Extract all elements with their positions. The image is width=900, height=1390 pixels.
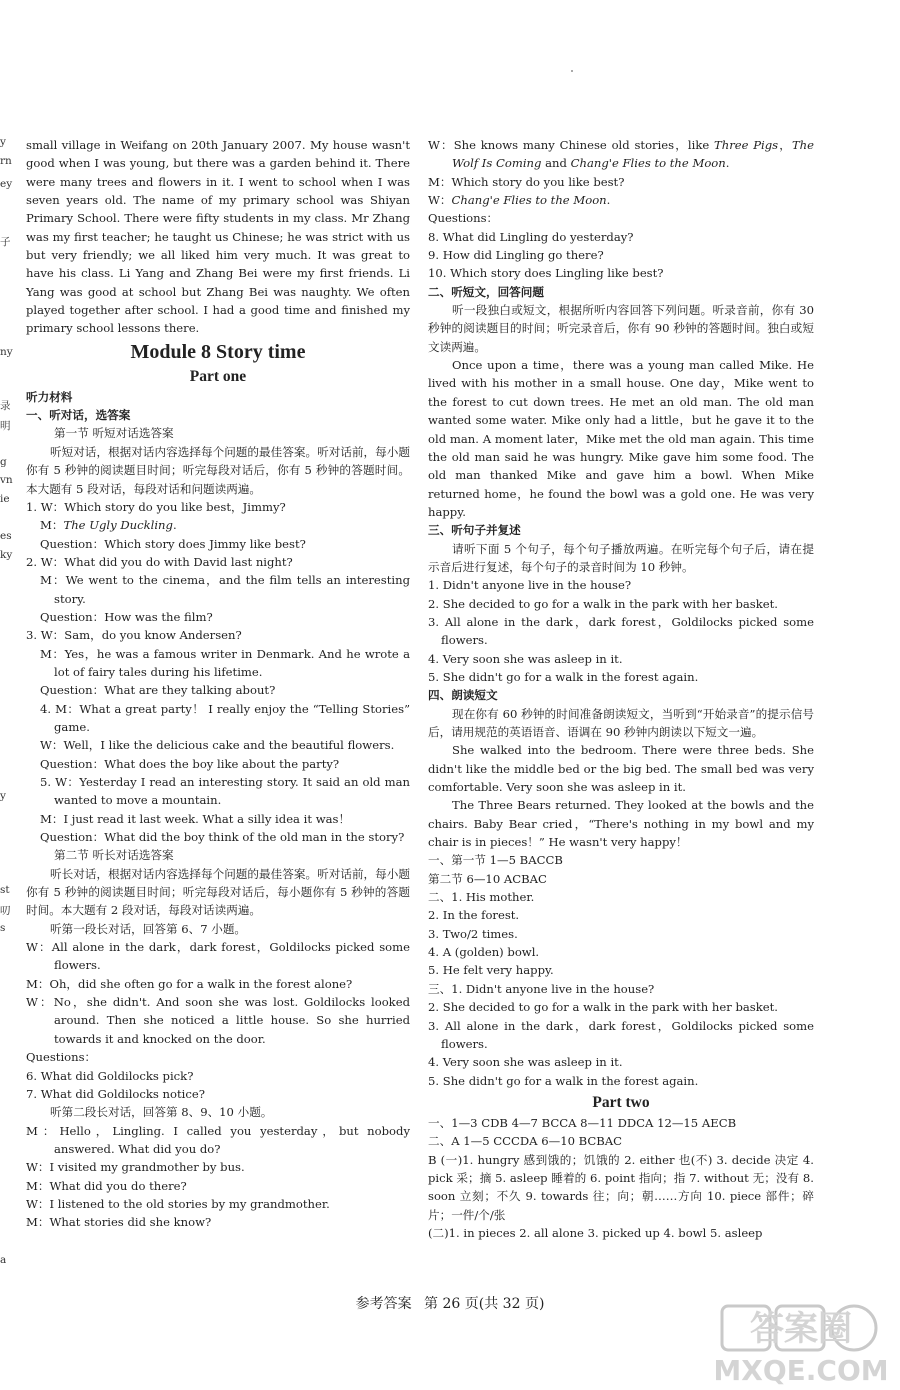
questions-label: Questions： xyxy=(428,211,499,226)
long-dialogue-2-intro: 听第二段长对话，回答第 8、9、10 小题。 xyxy=(50,1105,273,1120)
question-item: 9. How did Lingling go there? xyxy=(428,248,604,263)
edge-fragment: es xyxy=(0,530,12,542)
edge-fragment: g xyxy=(0,456,7,468)
section-3-instructions: 请听下面 5 个句子，每个句子播放两遍。在听完每个句子后，请在提示音后进行复述，每个句子的录音时间为 10 秒钟。 xyxy=(428,541,814,574)
dialogue-line: M：The Ugly Duckling. xyxy=(40,518,177,533)
answer-line: 三、1. Didn't anyone live in the house? xyxy=(428,981,655,996)
dialogue-line: W：Well，I like the delicious cake and the beautiful flowers. xyxy=(40,738,395,753)
edge-fragment: 子 xyxy=(0,236,11,248)
dialogue-line: W：She knows many Chinese old stories，like Three Pigs，The Wolf Is Coming and Chang'e Flies to the Moon. xyxy=(428,138,814,171)
sentence-item: 2. She decided to go for a walk in the park with her basket. xyxy=(428,596,778,611)
answer-line: 5. He felt very happy. xyxy=(428,963,554,978)
left-margin-fragments xyxy=(0,0,22,1390)
answer-line: 3. All alone in the dark，dark forest，Goldilocks picked some flowers. xyxy=(428,1018,814,1051)
question-item: 7. What did Goldilocks notice? xyxy=(26,1086,205,1101)
reading-passage: The Three Bears returned. They looked at the bowls and the chairs. Baby Bear cried，“There's nothing in my bowl and my chair is in pieces！” He wasn't very happy！ xyxy=(428,798,814,850)
section-4-heading: 四、朗读短文 xyxy=(428,688,498,703)
dialogue-line: M：What stories did she know? xyxy=(26,1215,212,1230)
answer-line: (二)1. in pieces 2. all alone 3. picked up 4. bowl 5. asleep xyxy=(428,1225,763,1240)
edge-fragment: a xyxy=(0,1254,7,1266)
subsection-2-instructions: 听长对话，根据对话内容选择每个问题的最佳答案。听对话前，每小题你有 5 秒钟的阅读题目时间；听完每段对话后，每小题你有 5 秒钟的答题时间。本大题有 2 段对话，每段对话读两遍。 xyxy=(26,866,410,918)
scan-speck xyxy=(571,70,573,72)
right-column xyxy=(428,136,814,1242)
edge-fragment: rn xyxy=(0,155,12,167)
long-dialogue-1-intro: 听第一段长对话，回答第 6、7 小题。 xyxy=(50,921,247,936)
footer-label: 参考答案 xyxy=(355,1296,412,1312)
section-3-heading: 三、听句子并复述 xyxy=(428,523,521,538)
dialogue-line: W：I listened to the old stories by my grandmother. xyxy=(26,1196,330,1211)
dialogue-line: 3. W：Sam，do you know Andersen? xyxy=(26,628,242,643)
dialogue-line: W：I visited my grandmother by bus. xyxy=(26,1160,245,1175)
edge-fragment: s xyxy=(0,922,6,934)
edge-fragment: 录 xyxy=(0,400,11,412)
question-item: 8. What did Lingling do yesterday? xyxy=(428,229,634,244)
answer-line: 2. In the forest. xyxy=(428,908,520,923)
dialogue-line: 5. W：Yesterday I read an interesting story. It said an old man wanted to move a mountain. xyxy=(40,775,410,808)
edge-fragment: y xyxy=(0,790,6,802)
watermark-cn: 答案圈 xyxy=(750,1309,852,1349)
dialogue-line: M：Oh，did she often go for a walk in the forest alone? xyxy=(26,976,353,991)
dialogue-line: W：All alone in the dark，dark forest，Goldilocks picked some flowers. xyxy=(26,940,410,973)
edge-fragment: y xyxy=(0,136,6,148)
answer-line: 2. She decided to go for a walk in the park with her basket. xyxy=(428,1000,778,1015)
dialogue-question: Question：What does the boy like about the party? xyxy=(40,756,340,771)
section-1-heading: 一、听对话，选答案 xyxy=(26,408,131,423)
dialogue-line: 1. W：Which story do you like best，Jimmy? xyxy=(26,499,286,514)
edge-fragment: ie xyxy=(0,493,10,505)
sentence-item: 1. Didn't anyone live in the house? xyxy=(428,578,632,593)
dialogue-line: W：No，she didn't. And soon she was lost. Goldilocks looked around. Then she noticed a little house. So she hurried towards it and knocked on the door. xyxy=(26,995,410,1046)
dialogue-line: 4. M：What a great party！ I really enjoy the “Telling Stories” game. xyxy=(40,701,410,734)
watermark-url: MXQE.COM xyxy=(716,1354,886,1386)
dialogue-line: W：Chang'e Flies to the Moon. xyxy=(428,193,611,208)
answer-line: 4. Very soon she was asleep in it. xyxy=(428,1055,623,1070)
edge-fragment: ey xyxy=(0,178,13,190)
dialogue-question: Question：How was the film? xyxy=(40,609,213,624)
dialogue-line: M：Yes，he was a famous writer in Denmark. And he wrote a lot of fairy tales during his lifetime. xyxy=(40,646,410,679)
answer-line: 二、A 1—5 CCCDA 6—10 BCBAC xyxy=(428,1134,623,1149)
edge-fragment: vn xyxy=(0,474,13,486)
dialogue-line: M：We went to the cinema，and the film tells an interesting story. xyxy=(40,573,410,606)
edge-fragment: 叨 xyxy=(0,905,11,917)
footer-page-number: 第 26 页(共 32 页) xyxy=(424,1296,545,1312)
part-one-heading: Part one xyxy=(189,367,247,385)
answer-line: 5. She didn't go for a walk in the forest again. xyxy=(428,1073,699,1088)
sentence-item: 3. All alone in the dark，dark forest，Goldilocks picked some flowers. xyxy=(428,614,814,648)
left-column xyxy=(26,136,410,1232)
edge-fragment: ny xyxy=(0,346,13,358)
answer-line: 4. A (golden) bowl. xyxy=(428,945,540,960)
answer-line: 3. Two/2 times. xyxy=(428,926,518,941)
dialogue-line: 2. W：What did you do with David last night? xyxy=(26,554,293,569)
reading-passage: She walked into the bedroom. There were three beds. She didn't like the middle bed or the big bed. The small bed was very comfortable. Very soon she was asleep in it. xyxy=(428,743,814,795)
dialogue-line: M：Which story do you like best? xyxy=(428,174,625,189)
section-2-heading: 二、听短文，回答问题 xyxy=(428,284,544,299)
part-two-heading: Part two xyxy=(592,1093,650,1111)
module-title: Module 8 Story time xyxy=(130,340,306,363)
question-item: 10. Which story does Lingling like best? xyxy=(428,266,664,281)
listening-heading: 听力材料 xyxy=(26,389,73,404)
answer-line: 一、1—3 CDB 4—7 BCCA 8—11 DDCA 12—15 AECB xyxy=(428,1115,737,1130)
subsection-2-heading: 第二节 听长对话选答案 xyxy=(54,848,174,863)
edge-fragment: st xyxy=(0,884,10,896)
dialogue-line: M：Hello，Lingling. I called you yesterday，but nobody answered. What did you do? xyxy=(26,1123,410,1156)
question-item: 6. What did Goldilocks pick? xyxy=(26,1068,194,1083)
watermark-graphic xyxy=(716,1300,886,1386)
dialogue-line: M：What did you do there? xyxy=(26,1178,187,1193)
intro-paragraph: small village in Weifang on 20th January 2007. My house wasn't good when I was young, but there was a garden behind it. There were many trees and flowers in it. I went to school when I was seven years old. The name of my primary school was Shiyan Primary School. There were fifty students in my class. Mr Zhang was my first teacher; he taught us Chinese; he was strict with us but very friendly; we all liked him very much. It was great to have his class. Li Yang and Zhang Bei were my first friends. Li Yang was good at school but Zhang Bei was naughty. We often played together after school. I had a good time and finished my primary school lessons there. xyxy=(26,138,410,336)
story-passage: Once upon a time，there was a young man called Mike. He lived with his mother in a small house. One day，Mike went to the forest to cut down trees. He met an old man. The old man wanted some water. Mike only had a little，but he gave it to the old man. A moment later，Mike met the old man again. This time the old man said he was hungry. Mike gave him some food. The old man thanked Mike and gave him a bowl. When Mike returned home，he found the bowl was a gold one. He was very happy. xyxy=(428,358,814,519)
sentence-item: 5. She didn't go for a walk in the forest again. xyxy=(428,669,699,684)
section-2-instructions: 听一段独白或短文，根据所听内容回答下列问题。听录音前，你有 30 秒钟的阅读题目的时间；听完录音后，你有 90 秒钟的答题时间。独白或短文读两遍。 xyxy=(428,303,814,354)
dialogue-question: Question：Which story does Jimmy like best? xyxy=(40,536,306,551)
edge-fragment: ky xyxy=(0,549,13,561)
watermark-logo xyxy=(716,1300,886,1386)
subsection-1-instructions: 听短对话，根据对话内容选择每个问题的最佳答案。听对话前，每小题你有 5 秒钟的阅读题目时间；听完每段对话后，你有 5 秒钟的答题时间。本大题有 5 段对话，每段对话和问题读两遍。 xyxy=(26,444,410,496)
subsection-1-heading: 第一节 听短对话选答案 xyxy=(54,426,174,441)
answer-line: 二、1. His mother. xyxy=(428,890,535,905)
answer-line: 一、第一节 1—5 BACCB xyxy=(428,853,563,868)
sentence-item: 4. Very soon she was asleep in it. xyxy=(428,651,623,666)
questions-label: Questions： xyxy=(26,1050,97,1065)
vocabulary-answers: B (一)1. hungry 感到饿的；饥饿的 2. either 也(不) 3. decide 决定 4. pick 采；摘 5. asleep 睡着的 6. point 指向；指 7. without 无；没有 8. soon 立刻；不久 9. towards 往；向；朝……方向 10. piece 部件；碎片；一件/个/张 xyxy=(428,1152,814,1222)
dialogue-line: M：I just read it last week. What a silly idea it was！ xyxy=(40,811,351,826)
edge-fragment: 明 xyxy=(0,420,11,432)
dialogue-question: Question：What did the boy think of the old man in the story? xyxy=(40,830,405,845)
dialogue-question: Question：What are they talking about? xyxy=(40,683,276,698)
answer-line: 第二节 6—10 ACBAC xyxy=(428,871,547,886)
section-4-instructions: 现在你有 60 秒钟的时间准备朗读短文，当听到“开始录音”的提示信号后，请用规范的英语语音、语调在 90 秒钟内朗读以下短文一遍。 xyxy=(428,706,814,739)
